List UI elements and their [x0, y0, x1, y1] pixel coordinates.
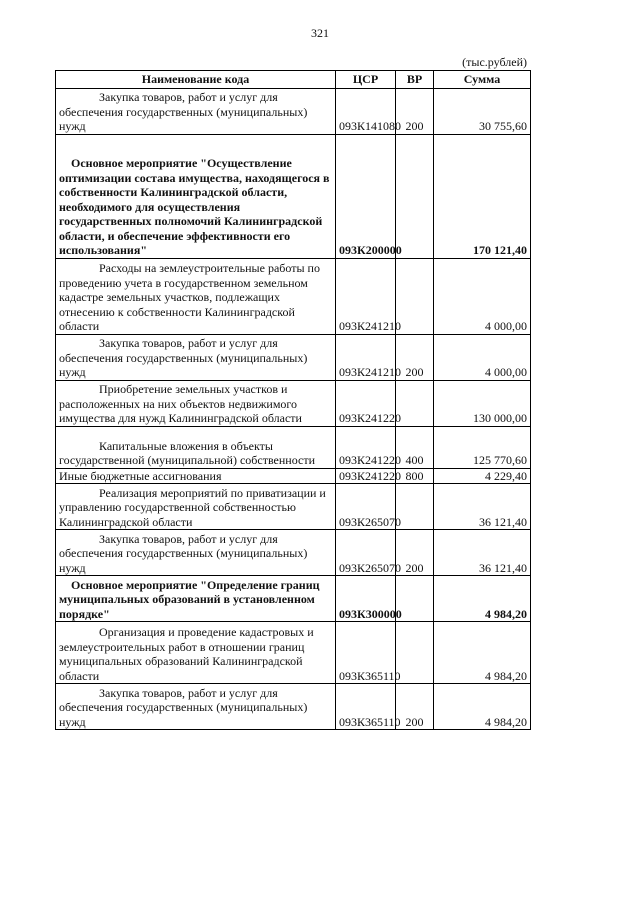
row-sum: 4 000,00 — [434, 258, 531, 334]
row-name: Иные бюджетные ассигнования — [56, 468, 336, 484]
row-sum: 36 121,40 — [434, 484, 531, 530]
row-csr: 093К141080 — [336, 88, 396, 134]
row-vr — [396, 134, 434, 258]
header-sum: Сумма — [434, 71, 531, 89]
row-sum: 4 000,00 — [434, 334, 531, 380]
row-sum: 170 121,40 — [434, 134, 531, 258]
row-csr: 093К241210 — [336, 334, 396, 380]
row-name-text: Основное мероприятие "Определение границ муниципальных образований в установленном порядке" — [59, 577, 320, 621]
row-csr: 093К200000 — [336, 134, 396, 258]
row-name: Закупка товаров, работ и услуг для обеспечения государственных (муниципальных) нужд — [56, 334, 336, 380]
row-name: Приобретение земельных участков и расположенных на них объектов недвижимого имущества для нужд Калининградской области — [56, 380, 336, 426]
table-row — [56, 622, 531, 684]
row-name: Закупка товаров, работ и услуг для обеспечения государственных (муниципальных) нужд — [56, 684, 336, 730]
row-csr: 093К265070 — [336, 484, 396, 530]
row-sum: 4 984,20 — [434, 684, 531, 730]
table-row — [56, 334, 531, 380]
row-name — [56, 134, 336, 258]
row-sum: 130 000,00 — [434, 380, 531, 426]
table-row — [56, 576, 531, 622]
row-vr: 200 — [396, 684, 434, 730]
row-csr: 093К241210 — [336, 258, 396, 334]
row-sum: 36 121,40 — [434, 530, 531, 576]
row-csr: 093К241220 — [336, 468, 396, 484]
row-name — [56, 576, 336, 622]
table-row — [56, 530, 531, 576]
header-vr: ВР — [396, 71, 434, 89]
row-vr: 200 — [396, 530, 434, 576]
table-row — [56, 134, 531, 258]
row-sum: 125 770,60 — [434, 426, 531, 468]
table-header-row — [56, 71, 531, 89]
table-row — [56, 258, 531, 334]
table-row — [56, 468, 531, 484]
row-vr: 800 — [396, 468, 434, 484]
row-vr — [396, 380, 434, 426]
table-row — [56, 484, 531, 530]
row-vr: 400 — [396, 426, 434, 468]
table-row — [56, 380, 531, 426]
row-name: Закупка товаров, работ и услуг для обеспечения государственных (муниципальных) нужд — [56, 88, 336, 134]
header-name: Наименование кода — [56, 71, 336, 89]
page-number: 321 — [311, 26, 329, 40]
header-csr: ЦСР — [336, 71, 396, 89]
row-name: Закупка товаров, работ и услуг для обеспечения государственных (муниципальных) нужд — [56, 530, 336, 576]
row-name: Реализация мероприятий по приватизации и управлению государственной собственностью Калининградской области — [56, 484, 336, 530]
row-csr: 093К265070 — [336, 530, 396, 576]
row-name: Капитальные вложения в объекты государственной (муниципальной) собственности — [56, 426, 336, 468]
row-vr — [396, 622, 434, 684]
table-row — [56, 684, 531, 730]
row-name: Организация и проведение кадастровых и землеустроительных работ в отношении границ муниципальных образований Калининградской области — [56, 622, 336, 684]
row-vr: 200 — [396, 334, 434, 380]
row-csr: 093К365110 — [336, 622, 396, 684]
row-name-text: Основное мероприятие "Осуществление оптимизации состава имущества, находящегося в собственности Калининградской области, необходимого для осуществления государственных полномочий Калининградской области, и обеспечение эффективности его использования" — [59, 156, 330, 257]
row-vr — [396, 258, 434, 334]
table-row — [56, 426, 531, 468]
row-sum: 4 984,20 — [434, 622, 531, 684]
row-csr: 093К300000 — [336, 576, 396, 622]
row-sum: 4 229,40 — [434, 468, 531, 484]
table-row — [56, 88, 531, 134]
row-name: Расходы на землеустроительные работы по проведению учета в государственном земельном кадастре земельных участков, подлежащих отнесению к собственности Калининградской области — [56, 258, 336, 334]
row-csr: 093К365110 — [336, 684, 396, 730]
row-sum: 4 984,20 — [434, 576, 531, 622]
units-label: (тыс.рублей) — [462, 55, 527, 69]
row-csr: 093К241220 — [336, 426, 396, 468]
row-vr: 200 — [396, 88, 434, 134]
budget-table — [55, 70, 531, 730]
row-csr: 093К241220 — [336, 380, 396, 426]
row-vr — [396, 484, 434, 530]
row-sum: 30 755,60 — [434, 88, 531, 134]
